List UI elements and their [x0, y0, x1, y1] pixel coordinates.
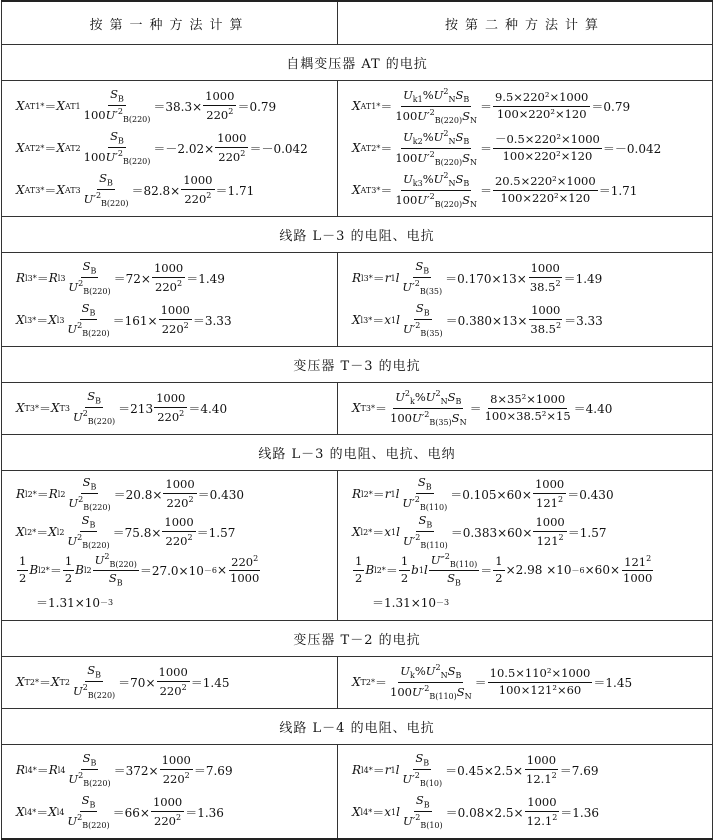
section-title-t3: 变压器 T－3 的电抗	[2, 347, 713, 383]
method1-cell	[2, 657, 338, 709]
eq-xt3-m1: X T3* ＝ X T3 $\frac{S_B}{U^2_{B(220)}}$ ＝213 $\frac{1000}{220^2}$ ＝4.40	[16, 389, 228, 426]
method2-cell	[338, 657, 713, 709]
section-title-t2: 变压器 T－2 的电抗	[2, 621, 713, 657]
method1-cell	[2, 81, 338, 217]
eq-xl4-m2: X l4* ＝ x 1 l $\frac{S_B}{U'^2_{B(10)}}$ ＝0.08×2.5× $\frac{1000}{12.1^2}$ ＝1.36	[352, 793, 600, 830]
eq-rl4-m1: R l4* ＝ R l4 $\frac{S_B}{U^2_{B(220)}}$ ＝372× $\frac{1000}{220^2}$ ＝7.69	[16, 751, 233, 788]
eq-xt2-m1: X T2* ＝ X T2 $\frac{S_B}{U^2_{B(220)}}$ ＝70× $\frac{1000}{220^2}$ ＝1.45	[16, 663, 230, 700]
eq-xat1-m2: X AT1* ＝ $\frac{U_{k1}\%U^2_NS_B}{100U'^2_{B(220)}S_N}$ ＝ $\frac{\text{9.5×220²×1000}}{\text{100×220²×120}}$ ＝0.79	[352, 87, 631, 125]
section-title-l3b: 线路 L－3 的电阻、电抗、电纳	[2, 435, 713, 471]
table-row	[2, 81, 713, 217]
eq-rl2-m1: R l2* ＝ R l2 $\frac{S_B}{U^2_{B(220)}}$ ＝20.8× $\frac{1000}{220^2}$ ＝0.430	[16, 475, 245, 512]
section-row	[2, 45, 713, 81]
method1-cell	[2, 253, 338, 347]
eq-rl4-m2: R l4* ＝ r 1 l $\frac{S_B}{U'^2_{B(10)}}$ ＝0.45×2.5× $\frac{1000}{12.1^2}$ ＝7.69	[352, 751, 599, 788]
eq-xl2-m1: X l2* ＝ X l2 $\frac{S_B}{U^2_{B(220)}}$ ＝75.8× $\frac{1000}{220^2}$ ＝1.57	[16, 513, 236, 550]
section-row	[2, 621, 713, 657]
section-row	[2, 709, 713, 745]
eq-rl3-m1: R l3* ＝ R l3 $\frac{S_B}{U^2_{B(220)}}$ ＝72× $\frac{1000}{220^2}$ ＝1.49	[16, 259, 225, 296]
eq-xl3-m1: X l3* ＝ X l3 $\frac{S_B}{U^2_{B(220)}}$ ＝161× $\frac{1000}{220^2}$ ＝3.33	[16, 301, 232, 338]
section-row	[2, 217, 713, 253]
eq-bl2-m2: $\frac{1}{2}$ B l2* ＝ $\frac{1}{2}$ b 1 l $\frac{U''^2_{B(110)}}{S_B}$ ＝ $\frac{1}{2}$ ×2.98 ×10 －6 ×60× $\frac{121^2}{1000}$	[355, 552, 653, 588]
eq-bl2-m1: $\frac{1}{2}$ B l2* ＝ $\frac{1}{2}$ B l2 $\frac{U^2_{B(220)}}{S_B}$ ＝27.0×10 －6 × $\frac{220^2}{1000}$	[19, 552, 260, 588]
calculation-table	[1, 0, 713, 840]
eq-bl2-m1-result: ＝1.31×10 －3	[36, 595, 114, 610]
eq-xat3-m1: X AT3* ＝ X AT3 $\frac{S_B}{U'^2_{B(220)}}$ ＝82.8× $\frac{1000}{220^2}$ ＝1.71	[16, 171, 255, 208]
eq-rl3-m2: R l3* ＝ r 1 l $\frac{S_B}{U'^2_{B(35)}}$ ＝0.170×13× $\frac{1000}{38.5^2}$ ＝1.49	[352, 259, 603, 296]
table-row	[2, 745, 713, 840]
method1-cell	[2, 383, 338, 435]
method2-cell	[338, 253, 713, 347]
eq-xat1-m1: X AT1* ＝ X AT1 $\frac{S_B}{100U'^2_{B(220)}}$ ＝38.3× $\frac{1000}{220^2}$ ＝0.79	[16, 87, 277, 124]
eq-rl2-m2: R l2* ＝ r 1 l $\frac{S_B}{U'^2_{B(110)}}$ ＝0.105×60× $\frac{1000}{121^2}$ ＝0.430	[352, 475, 614, 512]
eq-xat2-m2: X AT2* ＝ $\frac{U_{k2}\%U^2_NS_B}{100U'^2_{B(220)}S_N}$ ＝ $\frac{\text{－0.5×220²×1000}}{\text{100×220²×120}}$ ＝－0.042	[352, 129, 662, 167]
eq-xat2-m1: X AT2* ＝ X AT2 $\frac{S_B}{100U'^2_{B(220)}}$ ＝－2.02× $\frac{1000}{220^2}$ ＝－0.042	[16, 129, 308, 166]
table-row	[2, 657, 713, 709]
section-row	[2, 347, 713, 383]
eq-xl4-m1: X l4* ＝ X l4 $\frac{S_B}{U^2_{B(220)}}$ ＝66× $\frac{1000}{220^2}$ ＝1.36	[16, 793, 224, 830]
eq-xt2-m2: X T2* ＝ $\frac{U_k\%U^2_NS_B}{100U'^2_{B(110)}S_N}$ ＝ $\frac{\text{10.5×110²×1000}}{\text{100×121²×60}}$ ＝1.45	[352, 663, 633, 701]
method1-header: 按第一种方法计算	[2, 1, 338, 45]
section-title-at: 自耦变压器 AT 的电抗	[2, 45, 713, 81]
method2-cell	[338, 745, 713, 840]
table-row	[2, 383, 713, 435]
header-row	[2, 1, 713, 45]
eq-xat3-m2: X AT3* ＝ $\frac{U_{k3}\%U^2_NS_B}{100U'^2_{B(220)}S_N}$ ＝ $\frac{\text{20.5×220²×1000}}{\text{100×220²×120}}$ ＝1.71	[352, 171, 638, 209]
method1-cell	[2, 471, 338, 621]
method2-cell	[338, 383, 713, 435]
table-row	[2, 253, 713, 347]
method2-cell	[338, 471, 713, 621]
eq-xt3-m2: X T3* ＝ $\frac{U^2_k\%U^2_NS_B}{100U'^2_{B(35)}S_N}$ ＝ $\frac{\text{8×35²×1000}}{\text{100×38.5²×15}}$ ＝4.40	[352, 389, 613, 427]
eq-xl3-m2: X l3* ＝ x 1 l $\frac{S_B}{U'^2_{B(35)}}$ ＝0.380×13× $\frac{1000}{38.5^2}$ ＝3.33	[352, 301, 603, 338]
table-row	[2, 471, 713, 621]
method1-cell	[2, 745, 338, 840]
section-row	[2, 435, 713, 471]
eq-bl2-m2-result: ＝1.31×10 －3	[372, 595, 450, 610]
method2-header: 按第二种方法计算	[338, 1, 713, 45]
method2-cell	[338, 81, 713, 217]
section-title-l3a: 线路 L－3 的电阻、电抗	[2, 217, 713, 253]
eq-xl2-m2: X l2* ＝ x 1 l $\frac{S_B}{U'^2_{B(110)}}$ ＝0.383×60× $\frac{1000}{121^2}$ ＝1.57	[352, 513, 607, 550]
section-title-l4: 线路 L－4 的电阻、电抗	[2, 709, 713, 745]
